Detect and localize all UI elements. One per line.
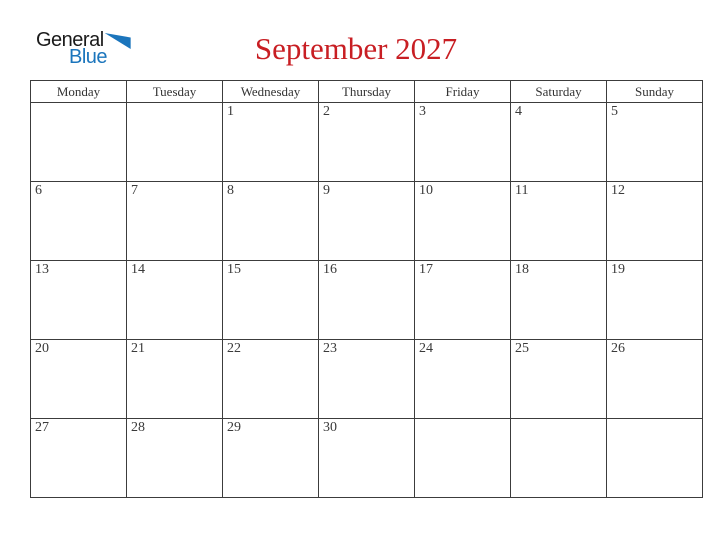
page-title: September 2027 [254, 31, 458, 66]
weekday-header-monday: Monday [31, 81, 127, 103]
calendar-cell: 24 [415, 340, 511, 419]
calendar-cell: 26 [607, 340, 703, 419]
weekday-header-tuesday: Tuesday [127, 81, 223, 103]
calendar-cell: 14 [127, 261, 223, 340]
calendar-cell: 22 [223, 340, 319, 419]
calendar-cell: 1 [223, 103, 319, 182]
calendar-cell: 25 [511, 340, 607, 419]
calendar-table [30, 80, 703, 498]
calendar-cell: 13 [31, 261, 127, 340]
weekday-header-saturday: Saturday [511, 81, 607, 103]
calendar-cell [31, 103, 127, 182]
calendar-cell: 28 [127, 419, 223, 498]
calendar-cell: 2 [319, 103, 415, 182]
calendar-cell: 17 [415, 261, 511, 340]
weekday-header-friday: Friday [415, 81, 511, 103]
calendar-cell [607, 419, 703, 498]
week-row-1 [31, 103, 703, 182]
calendar-cell: 20 [31, 340, 127, 419]
week-row-4 [31, 340, 703, 419]
logo-word-blue: Blue [69, 46, 108, 68]
calendar-cell: 11 [511, 182, 607, 261]
calendar-cell: 7 [127, 182, 223, 261]
weekday-header-row [31, 81, 703, 103]
calendar-cell: 8 [223, 182, 319, 261]
week-row-2 [31, 182, 703, 261]
calendar-cell: 3 [415, 103, 511, 182]
calendar-cell: 21 [127, 340, 223, 419]
calendar-cell [415, 419, 511, 498]
calendar-cell: 10 [415, 182, 511, 261]
calendar-cell [127, 103, 223, 182]
calendar-cell: 4 [511, 103, 607, 182]
calendar-cell: 27 [31, 419, 127, 498]
calendar-cell: 19 [607, 261, 703, 340]
week-row-3 [31, 261, 703, 340]
calendar-cell: 5 [607, 103, 703, 182]
weekday-header-wednesday: Wednesday [223, 81, 319, 103]
weekday-header-thursday: Thursday [319, 81, 415, 103]
logo-word-general: General [36, 29, 104, 51]
week-row-5 [31, 419, 703, 498]
calendar-cell [511, 419, 607, 498]
calendar-cell: 23 [319, 340, 415, 419]
calendar-cell: 6 [31, 182, 127, 261]
calendar-cell: 15 [223, 261, 319, 340]
calendar-cell: 12 [607, 182, 703, 261]
calendar-cell: 30 [319, 419, 415, 498]
calendar-cell: 29 [223, 419, 319, 498]
calendar-cell: 9 [319, 182, 415, 261]
calendar-cell: 18 [511, 261, 607, 340]
weekday-header-sunday: Sunday [607, 81, 703, 103]
calendar-cell: 16 [319, 261, 415, 340]
